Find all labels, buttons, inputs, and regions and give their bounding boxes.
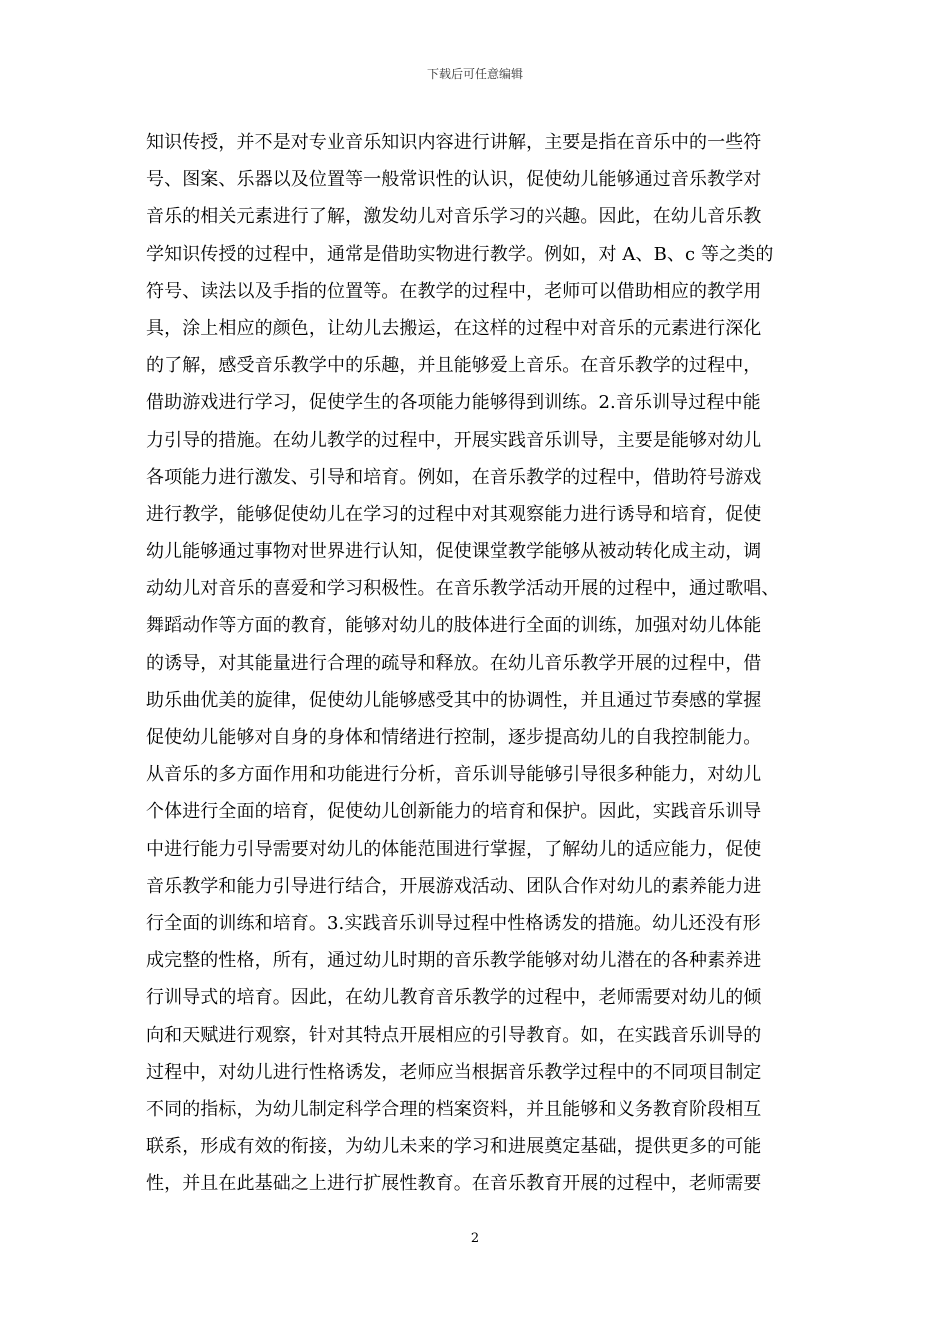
text-line: 成完整的性格，所有，通过幼儿时期的音乐教学能够对幼儿潜在的各种素养进: [146, 950, 762, 972]
text-line: 具，涂上相应的颜色，让幼儿去搬运，在这样的过程中对音乐的元素进行深化: [146, 317, 762, 339]
text-line: 进行教学，能够促使幼儿在学习的过程中对其观察能力进行诱导和培育，促使: [146, 503, 762, 525]
text-line: 舞蹈动作等方面的教育，能够对幼儿的肢体进行全面的训练，加强对幼儿体能: [146, 615, 762, 637]
text-line: 号、图案、乐器以及位置等一般常识性的认识，促使幼儿能够通过音乐教学对: [146, 169, 762, 191]
page-header: 下载后可任意编辑: [426, 67, 523, 81]
text-line: 行训导式的培育。因此，在幼儿教育音乐教学的过程中，老师需要对幼儿的倾: [146, 987, 762, 1009]
text-line: 行全面的训练和培育。3.实践音乐训导过程中性格诱发的措施。幼儿还没有形: [146, 912, 761, 934]
text-line: 各项能力进行激发、引导和培育。例如，在音乐教学的过程中，借助符号游戏: [146, 466, 762, 488]
text-line: 过程中，对幼儿进行性格诱发，老师应当根据音乐教学过程中的不同项目制定: [146, 1061, 762, 1083]
text-line: 向和天赋进行观察，针对其特点开展相应的引导教育。如，在实践音乐训导的: [146, 1024, 762, 1046]
text-line: 促使幼儿能够对自身的身体和情绪进行控制，逐步提高幼儿的自我控制能力。: [146, 727, 762, 748]
text-line: 不同的指标，为幼儿制定科学合理的档案资料，并且能够和义务教育阶段相互: [146, 1098, 762, 1120]
text-line: 音乐教学和能力引导进行结合，开展游戏活动、团队合作对幼儿的素养能力进: [146, 875, 762, 897]
text-line: 中进行能力引导需要对幼儿的体能范围进行掌握，了解幼儿的适应能力，促使: [146, 838, 762, 860]
text-line: 的了解，感受音乐教学中的乐趣，并且能够爱上音乐。在音乐教学的过程中，: [146, 355, 762, 377]
text-line: 音乐的相关元素进行了解，激发幼儿对音乐学习的兴趣。因此，在幼儿音乐教: [146, 206, 762, 228]
text-line: 联系，形成有效的衔接，为幼儿未来的学习和进展奠定基础，提供更多的可能: [146, 1136, 762, 1158]
text-line: 动幼儿对音乐的喜爱和学习积极性。在音乐教学活动开展的过程中，通过歌唱、: [146, 578, 780, 600]
text-line: 的诱导，对其能量进行合理的疏导和释放。在幼儿音乐教学开展的过程中，借: [146, 652, 762, 674]
text-line: 力引导的措施。在幼儿教学的过程中，开展实践音乐训导，主要是能够对幼儿: [146, 429, 762, 451]
text-line: 性，并且在此基础之上进行扩展性教育。在音乐教育开展的过程中，老师需要: [146, 1173, 762, 1195]
text-line: 从音乐的多方面作用和功能进行分析，音乐训导能够引导很多种能力，对幼儿: [146, 764, 762, 786]
text-line: 个体进行全面的培育，促使幼儿创新能力的培育和保护。因此，实践音乐训导: [146, 801, 762, 823]
text-line: 助乐曲优美的旋律，促使幼儿能够感受其中的协调性，并且通过节奏感的掌握: [146, 689, 762, 711]
body-text: [146, 124, 810, 1202]
text-line: 幼儿能够通过事物对世界进行认知，促使课堂教学能够从被动转化成主动，调: [146, 541, 762, 563]
text-line: 符号、读法以及手指的位置等。在教学的过程中，老师可以借助相应的教学用: [146, 280, 762, 302]
text-line: 借助游戏进行学习，促使学生的各项能力能够得到训练。2.音乐训导过程中能: [146, 392, 761, 414]
page-number: 2: [470, 1231, 480, 1246]
text-line: 学知识传授的过程中，通常是借助实物进行教学。例如，对 A、B、c 等之类的: [146, 243, 774, 265]
text-line: 知识传授，并不是对专业音乐知识内容进行讲解，主要是指在音乐中的一些符: [146, 132, 762, 153]
